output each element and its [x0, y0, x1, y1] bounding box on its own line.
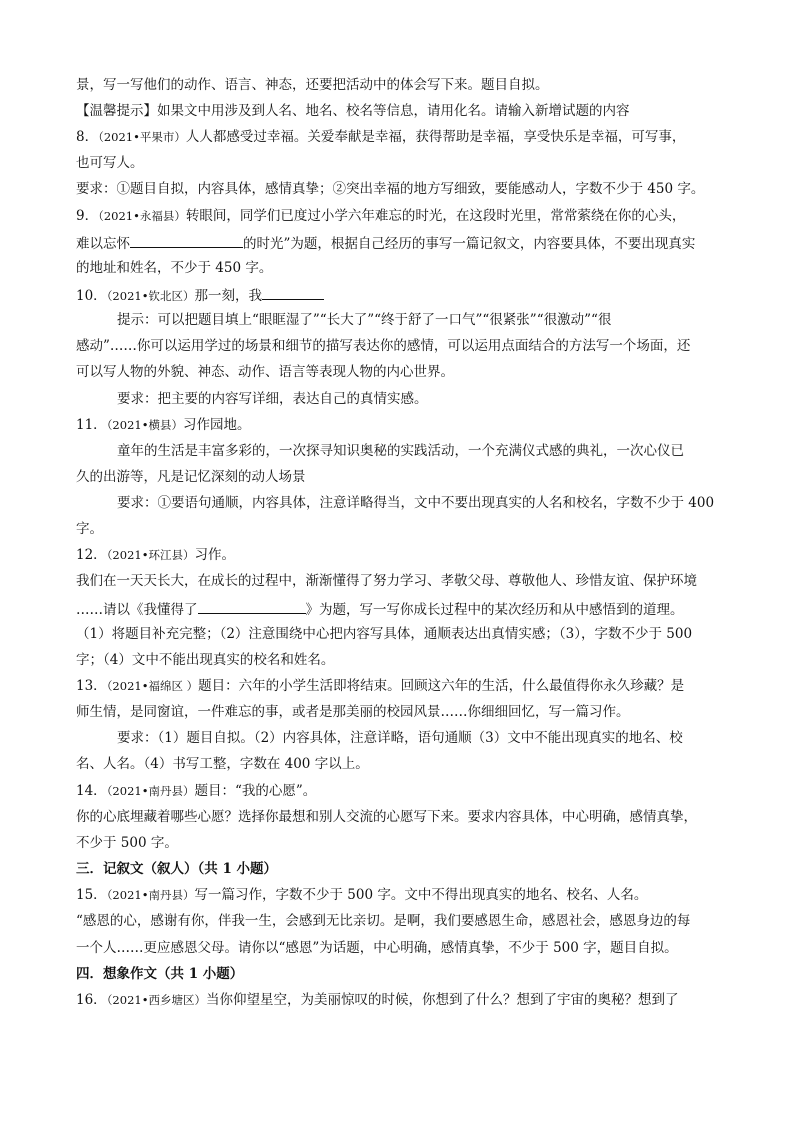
- question-8: 8．（2021•平果市）人人都感受过幸福。关爱奉献是幸福，获得帮助是幸福，享受快乐是幸福，可写事，: [76, 129, 686, 145]
- question-source: （2021•永福县）: [98, 209, 186, 223]
- section-heading: 四．想象作文（共 1 小题）: [76, 966, 244, 982]
- text-line: 不少于 500 字。: [76, 835, 178, 851]
- text-line: 久的出游等，凡是记忆深刻的动人场景: [76, 469, 306, 485]
- text-line: 也可写人。: [76, 155, 144, 171]
- question-number: 14．: [76, 783, 107, 799]
- requirement-line: 要求：①题目自拟，内容具体，感情真挚；②突出幸福的地方写细致，要能感动人，字数不少于 450 字。: [76, 181, 705, 197]
- fill-in-blank: [262, 285, 324, 300]
- question-source: （2021•环江县）: [106, 548, 195, 562]
- question-source: （2021•横县）: [106, 418, 183, 432]
- question-number: 9．: [76, 208, 99, 224]
- question-source: （2021•平果市）: [98, 130, 186, 144]
- fill-in-blank: [198, 599, 306, 614]
- question-source: （2021•福绵区 ）: [106, 679, 199, 693]
- question-number: 10．: [76, 288, 107, 304]
- question-number: 8．: [76, 129, 99, 145]
- requirement-line: 要求：①要语句通顺，内容具体，注意详略得当，文中不要出现真实的人名和校名，字数不少于 400: [117, 495, 715, 511]
- requirement-line: 要求：（1）题目自拟。（2）内容具体，注意详略，语句通顺（3）文中不能出现真实的地名、校: [117, 730, 683, 746]
- question-number: 15．: [76, 887, 107, 903]
- section-heading: 三．记叙文（叙人）（共 1 小题）: [76, 861, 278, 877]
- question-15: 15．（2021•南丹县）写一篇习作，字数不少于 500 字。文中不得出现真实的地名、校名、人名。: [76, 887, 648, 903]
- question-11: 11．（2021•横县）习作园地。: [76, 417, 251, 433]
- question-16: 16．（2021•西乡塘区）当你仰望星空，为美丽惊叹的时候，你想到了什么？想到了宇宙的奥秘？想到了: [76, 992, 679, 1008]
- fill-in-blank: [130, 233, 243, 248]
- text-line: “感恩的心，感谢有你，伴我一生，会感到无比亲切。是啊，我们要感恩生命，感恩社会，感恩身边的每: [76, 913, 691, 929]
- question-10: 10．（2021•钦北区）那一刻，我: [76, 285, 726, 305]
- question-number: 11．: [76, 417, 107, 433]
- text-line: 我们在一天天长大，在成长的过程中，渐渐懂得了努力学习、孝敬父母、尊敬他人、珍惜友谊、保护环境: [76, 573, 697, 589]
- question-source: （2021•南丹县）: [106, 784, 195, 798]
- text-line: （1）将题目补充完整；（2）注意围绕中心把内容写具体，通顺表达出真情实感；（3），字数不少于 500: [76, 626, 693, 642]
- question-12: 12．（2021•环江县）习作。: [76, 547, 235, 563]
- text-line: 感动”……你可以运用学过的场景和细节的描写表达你的感情，可以运用点面结合的方法写一个场面，还: [76, 338, 691, 354]
- text-line: 难以忘怀 的时光”为题，根据自己经历的事写一篇记叙文，内容要具体，不要出现真实: [76, 233, 726, 253]
- text-line: 一个人……更应感恩父母。请你以“感恩”为话题，中心明确，感情真挚，不少于 500 字，题目自拟。: [76, 940, 678, 956]
- question-source: （2021•钦北区）: [106, 289, 195, 303]
- question-9: 9．（2021•永福县）转眼间，同学们已度过小学六年难忘的时光，在这段时光里，常常萦绕在你的心头，: [76, 208, 686, 224]
- text-line: 提示：可以把题目填上“眼眶湿了”“长大了”“终于舒了一口气”“很紧张”“很激动”“很: [117, 312, 612, 328]
- text-line: 师生情，是同窗谊，一件难忘的事，或者是那美丽的校园风景……你细细回忆，写一篇习作。: [76, 704, 630, 720]
- text-line: 景，写一写他们的动作、语言、神态，还要把活动中的体会写下来。题目自拟。: [76, 77, 549, 93]
- question-source: （2021•西乡塘区）: [106, 993, 206, 1007]
- text-line: 童年的生活是丰富多彩的，一次探寻知识奥秘的实践活动，一个充满仪式感的典礼，一次心仪已: [117, 443, 684, 459]
- question-number: 16．: [76, 992, 107, 1008]
- text-line: 字。: [76, 521, 103, 537]
- text-line: 可以写人物的外貌、神态、动作、语言等表现人物的内心世界。: [76, 364, 454, 380]
- question-number: 13．: [76, 678, 107, 694]
- question-14: 14．（2021•南丹县）题目：“我的心愿”。: [76, 783, 317, 799]
- tip-line: 【温馨提示】如果文中用涉及到人名、地名、校名等信息，请用化名。请输入新增试题的内容: [76, 103, 630, 119]
- text-line: 你的心底埋藏着哪些心愿？选择你最想和别人交流的心愿写下来。要求内容具体，中心明确，感情真挚，: [76, 809, 697, 825]
- text-line: ……请以《我懂得了 》为题，写一写你成长过程中的某次经历和从中感悟到的道理。: [76, 599, 726, 619]
- question-number: 12．: [76, 547, 107, 563]
- requirement-line: 要求：把主要的内容写详细，表达自己的真情实感。: [117, 391, 428, 407]
- text-line: 的地址和姓名，不少于 450 字。: [76, 260, 273, 276]
- question-13: 13．（2021•福绵区 ）题目：六年的小学生活即将结束。回顾这六年的生活，什么最值得你永久珍藏？是: [76, 678, 685, 694]
- text-line: 字；（4）文中不能出现真实的校名和姓名。: [76, 652, 335, 668]
- question-source: （2021•南丹县）: [106, 888, 195, 902]
- text-line: 名、人名。（4）书写工整，字数在 400 字以上。: [76, 756, 369, 772]
